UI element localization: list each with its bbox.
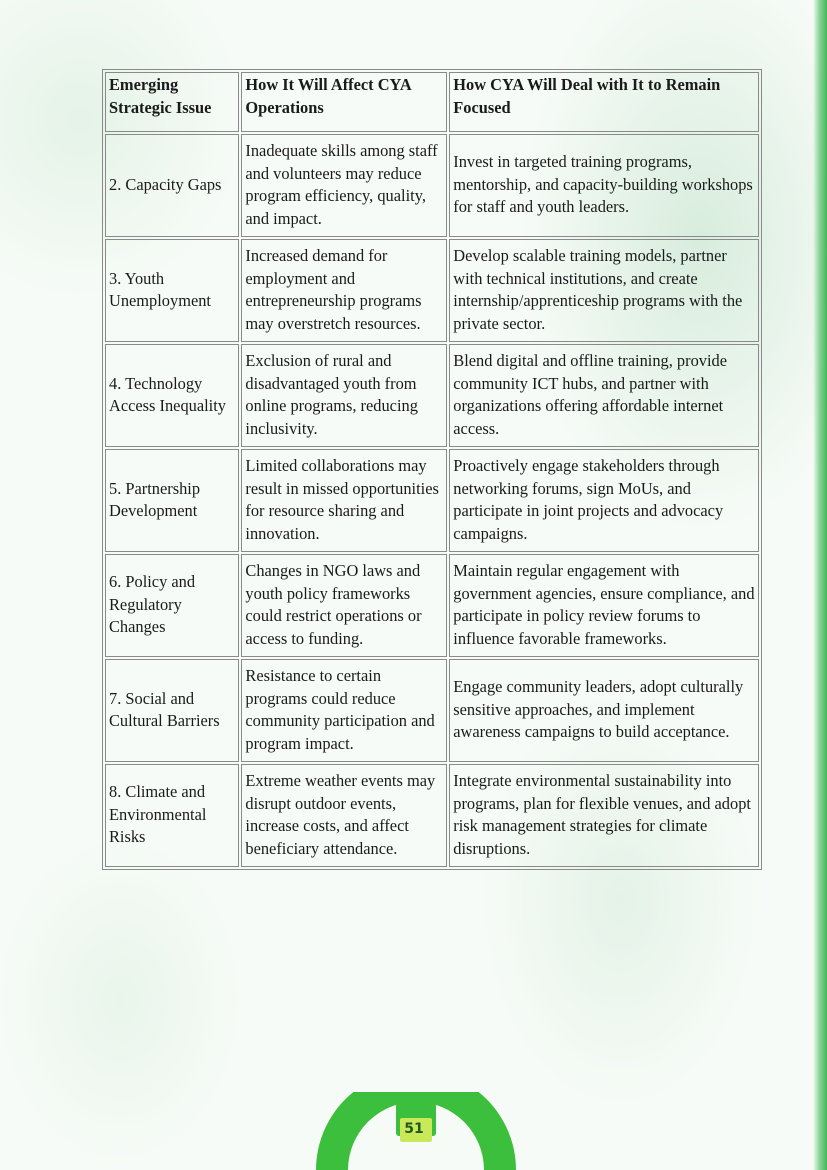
header-response: How CYA Will Deal with It to Remain Focused [449,72,759,132]
effect-cell: Changes in NGO laws and youth policy frameworks could restrict operations or access to funding. [241,554,447,657]
strategic-issues-table [102,69,762,870]
response-cell: Proactively engage stakeholders through networking forums, sign MoUs, and participate in joint projects and advocacy campaigns. [449,449,759,552]
issue-cell: 3. Youth Unemployment [105,239,239,342]
right-edge-stripe [813,0,827,1170]
effect-cell: Increased demand for employment and entrepreneurship programs may overstretch resources. [241,239,447,342]
table-header-row [105,72,759,132]
response-cell: Invest in targeted training programs, mentorship, and capacity-building workshops for staff and youth leaders. [449,134,759,237]
response-cell: Develop scalable training models, partner with technical institutions, and create internship/apprenticeship programs with the private sector. [449,239,759,342]
response-cell: Maintain regular engagement with government agencies, ensure compliance, and participate in policy review forums to influence favorable frameworks. [449,554,759,657]
table-row [105,764,759,867]
table-row [105,449,759,552]
issue-cell: 2. Capacity Gaps [105,134,239,237]
table-row [105,239,759,342]
header-issue: Emerging Strategic Issue [105,72,239,132]
response-cell: Engage community leaders, adopt culturally sensitive approaches, and implement awareness campaigns to build acceptance. [449,659,759,762]
issue-cell: 7. Social and Cultural Barriers [105,659,239,762]
issue-cell: 5. Partnership Development [105,449,239,552]
header-effect: How It Will Affect CYA Operations [241,72,447,132]
table-row [105,554,759,657]
table-row [105,659,759,762]
issue-cell: 6. Policy and Regulatory Changes [105,554,239,657]
issue-cell: 4. Technology Access Inequality [105,344,239,447]
effect-cell: Inadequate skills among staff and volunteers may reduce program efficiency, quality, and impact. [241,134,447,237]
response-cell: Integrate environmental sustainability into programs, plan for flexible venues, and adopt risk management strategies for climate disruptions. [449,764,759,867]
response-cell: Blend digital and offline training, provide community ICT hubs, and partner with organizations offering affordable internet access. [449,344,759,447]
table-row [105,134,759,237]
effect-cell: Limited collaborations may result in missed opportunities for resource sharing and innovation. [241,449,447,552]
issue-cell: 8. Climate and Environmental Risks [105,764,239,867]
effect-cell: Extreme weather events may disrupt outdoor events, increase costs, and affect beneficiary attendance. [241,764,447,867]
effect-cell: Exclusion of rural and disadvantaged youth from online programs, reducing inclusivity. [241,344,447,447]
effect-cell: Resistance to certain programs could reduce community participation and program impact. [241,659,447,762]
table-row [105,344,759,447]
page-number: 51 [404,1121,424,1137]
